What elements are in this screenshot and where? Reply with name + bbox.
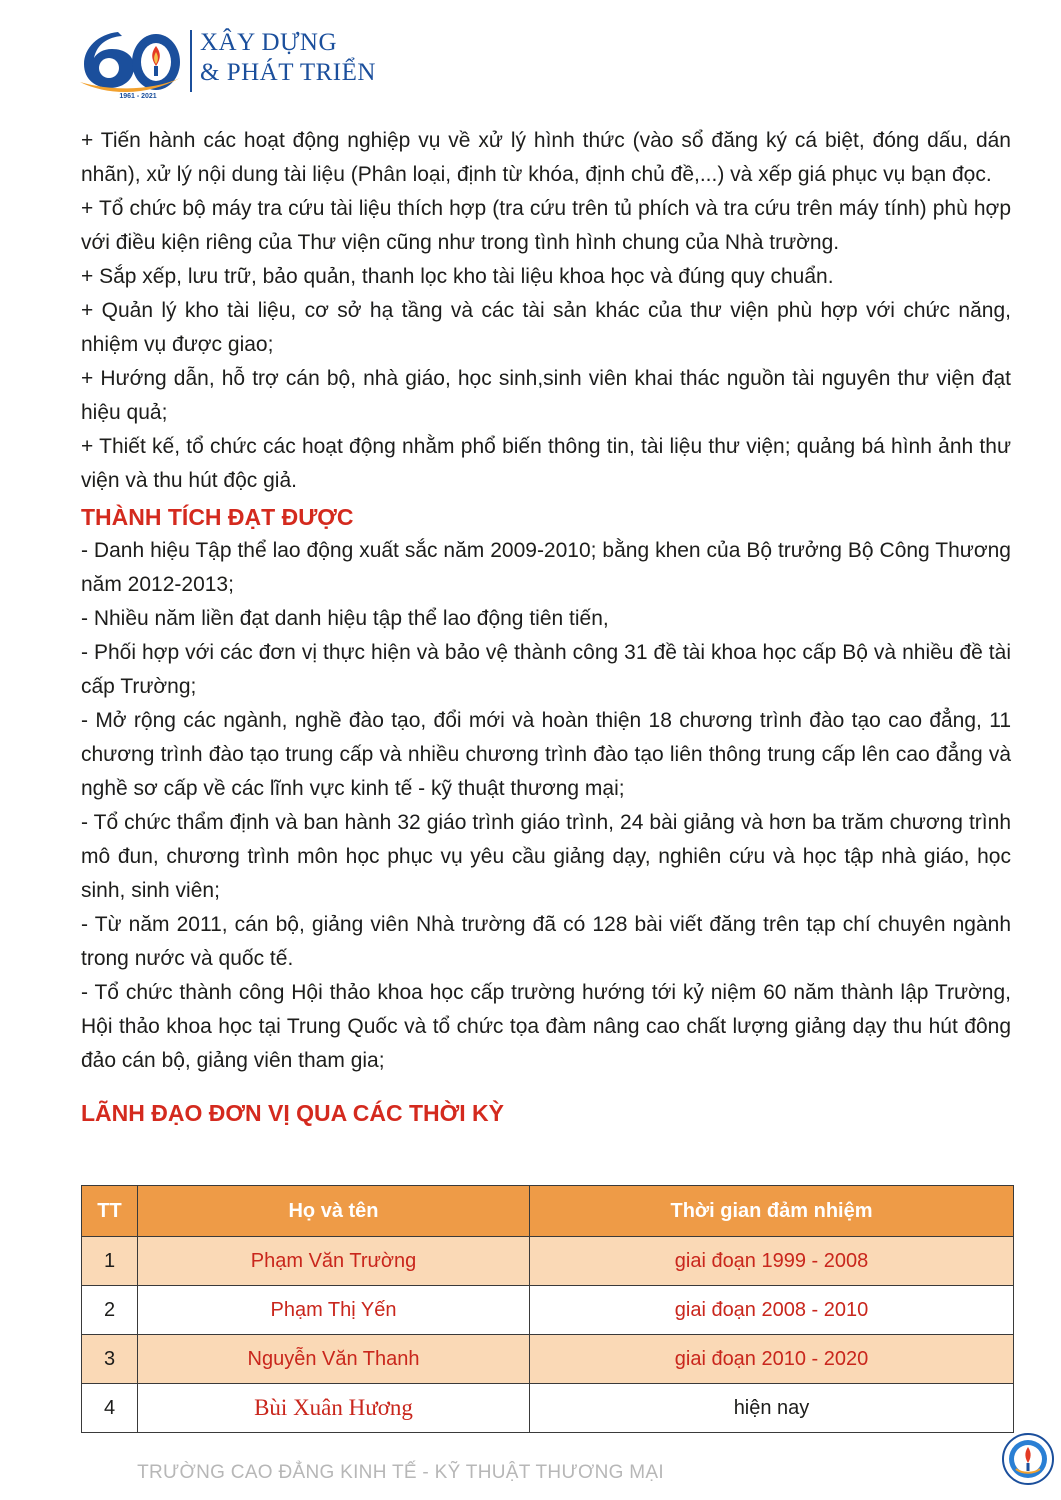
intro-paragraph: + Quản lý kho tài liệu, cơ sở hạ tầng và các tài sản khác của thư viện phù hợp với chức năng, nhiệm vụ được giao; xyxy=(81,299,1011,356)
page-footer xyxy=(0,1462,1061,1484)
row-name: Phạm Thị Yến xyxy=(138,1286,530,1335)
achievement-item: - Tổ chức thành công Hội thảo khoa học cấp trường hướng tới kỷ niệm 60 năm thành lập Trường, Hội thảo khoa học tại Trung Quốc và tổ chức tọa đàm nâng cao chất lượng giảng dạy thu hút đông đảo cán bộ, giảng viên tham gia; xyxy=(81,981,1011,1072)
anniversary-60-logo xyxy=(78,22,182,100)
school-emblem-icon xyxy=(1002,1433,1054,1485)
row-name: Phạm Văn Trường xyxy=(138,1237,530,1286)
row-period: hiện nay xyxy=(530,1384,1014,1433)
page-header xyxy=(78,22,438,102)
row-name: Nguyễn Văn Thanh xyxy=(138,1335,530,1384)
main-content xyxy=(81,124,1011,1130)
logo-years: 1961 - 2021 xyxy=(119,93,157,100)
leadership-heading: LÃNH ĐẠO ĐƠN VỊ QUA CÁC THỜI KỲ xyxy=(81,1100,504,1126)
achievement-item: - Danh hiệu Tập thể lao động xuất sắc năm 2009-2010; bằng khen của Bộ trưởng Bộ Công Thương năm 2012-2013; xyxy=(81,539,1011,596)
header-divider xyxy=(190,30,192,92)
achievement-item: - Mở rộng các ngành, nghề đào tạo, đổi mới và hoàn thiện 18 chương trình đào tạo cao đẳng, 11 chương trình đào tạo trung cấp và nhiều chương trình đào tạo liên thông trung cấp lên cao đẳng và nghề sơ cấp về các lĩnh vực kinh tế - kỹ thuật thương mại; xyxy=(81,709,1011,800)
row-period: giai đoạn 2008 - 2010 xyxy=(530,1286,1014,1335)
table-row xyxy=(82,1384,1014,1433)
row-tt: 2 xyxy=(82,1286,138,1335)
table-header-row xyxy=(82,1186,1014,1237)
table-row xyxy=(82,1237,1014,1286)
achievement-item: - Tổ chức thẩm định và ban hành 32 giáo trình giáo trình, 24 bài giảng và hơn ba trăm chương trình mô đun, chương trình môn học phục vụ yêu cầu giảng dạy, nghiên cứu và học tập nhà giáo, học sinh, sinh viên; xyxy=(81,811,1011,902)
achievement-item: - Nhiều năm liền đạt danh hiệu tập thể lao động tiên tiến, xyxy=(81,607,609,630)
row-name: Bùi Xuân Hương xyxy=(138,1384,530,1433)
row-tt: 3 xyxy=(82,1335,138,1384)
intro-paragraph: + Hướng dẫn, hỗ trợ cán bộ, nhà giáo, học sinh,sinh viên khai thác nguồn tài nguyên thư viện đạt hiệu quả; xyxy=(81,367,1011,424)
achievements-heading: THÀNH TÍCH ĐẠT ĐƯỢC xyxy=(81,504,354,530)
header-title-line1: XÂY DỰNG xyxy=(200,29,338,56)
achievement-item: - Phối hợp với các đơn vị thực hiện và bảo vệ thành công 31 đề tài khoa học cấp Bộ và nhiều đề tài cấp Trường; xyxy=(81,641,1011,698)
leadership-table-wrapper xyxy=(81,1185,1013,1433)
column-header-tt: TT xyxy=(82,1186,138,1237)
intro-paragraph: + Tổ chức bộ máy tra cứu tài liệu thích hợp (tra cứu trên tủ phích và tra cứu trên máy tính) phù hợp với điều kiện riêng của Thư viện cũng như trong tình hình chung của Nhà trường. xyxy=(81,197,1011,254)
leadership-table xyxy=(81,1185,1014,1433)
footer-school-name: TRƯỜNG CAO ĐẲNG KINH TẾ - KỸ THUẬT THƯƠNG MẠI xyxy=(137,1462,664,1483)
row-tt: 4 xyxy=(82,1384,138,1433)
intro-paragraph: + Thiết kế, tổ chức các hoạt động nhằm phổ biến thông tin, tài liệu thư viện; quảng bá hình ảnh thư viện và thu hút độc giả. xyxy=(81,435,1011,492)
header-title-line2: & PHÁT TRIỂN xyxy=(200,59,376,86)
row-period: giai đoạn 2010 - 2020 xyxy=(530,1335,1014,1384)
column-header-period: Thời gian đảm nhiệm xyxy=(530,1186,1014,1237)
column-header-name: Họ và tên xyxy=(138,1186,530,1237)
table-row xyxy=(82,1335,1014,1384)
intro-paragraph: + Sắp xếp, lưu trữ, bảo quản, thanh lọc kho tài liệu khoa học và đúng quy chuẩn. xyxy=(81,265,834,288)
header-title xyxy=(200,28,376,88)
row-period: giai đoạn 1999 - 2008 xyxy=(530,1237,1014,1286)
intro-paragraph: + Tiến hành các hoạt động nghiệp vụ về xử lý hình thức (vào sổ đăng ký cá biệt, đóng dấu, dán nhãn), xử lý nội dung tài liệu (Phân loại, định từ khóa, định chủ đề,...) và xếp giá phục vụ bạn đọc. xyxy=(81,129,1011,186)
achievement-item: - Từ năm 2011, cán bộ, giảng viên Nhà trường đã có 128 bài viết đăng trên tạp chí chuyên ngành trong nước và quốc tế. xyxy=(81,913,1011,970)
row-tt: 1 xyxy=(82,1237,138,1286)
table-row xyxy=(82,1286,1014,1335)
